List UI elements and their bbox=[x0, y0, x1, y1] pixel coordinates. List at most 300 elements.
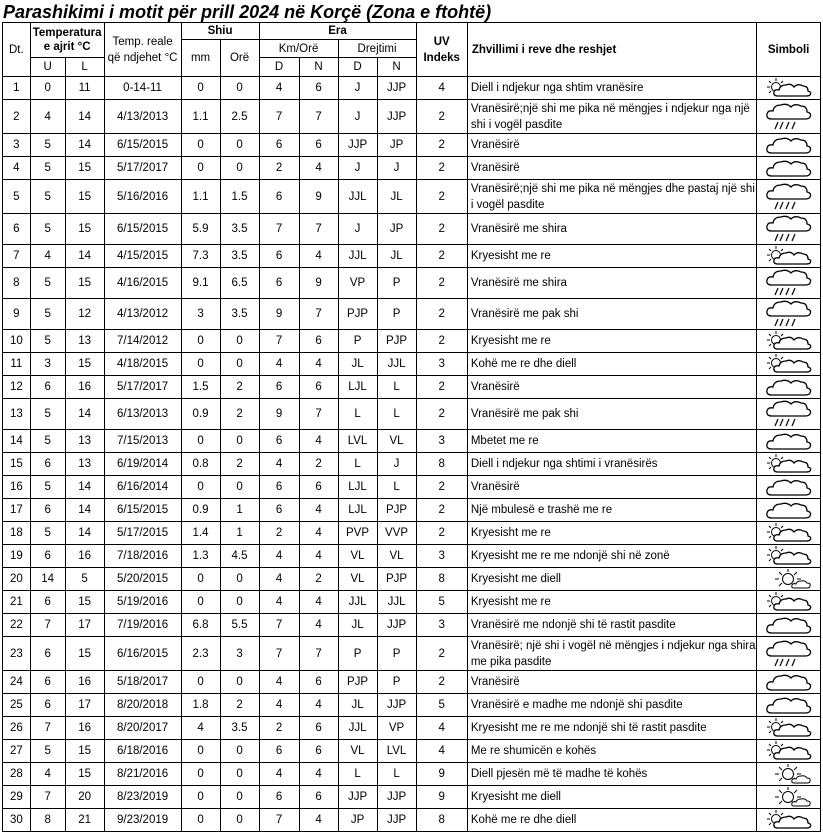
temp-l-cell: 15 bbox=[65, 637, 104, 671]
temp-real-cell: 8/21/2016 bbox=[104, 763, 181, 786]
temp-u-cell: 5 bbox=[30, 268, 65, 299]
description-cell: Vranësirë bbox=[467, 376, 756, 399]
wind-dir-day-cell: JJL bbox=[338, 180, 377, 214]
wind-dir-night-cell: L bbox=[377, 376, 416, 399]
wind-speed-night-cell: 7 bbox=[299, 214, 338, 245]
rain-mm-cell: 0 bbox=[181, 134, 220, 157]
uv-index-cell: 2 bbox=[416, 399, 467, 430]
wind-dir-day-cell: JP bbox=[338, 809, 377, 832]
wind-speed-night-cell: 9 bbox=[299, 180, 338, 214]
temp-real-cell: 5/18/2017 bbox=[104, 671, 181, 694]
cloud-icon bbox=[757, 376, 821, 399]
header-simboli: Simboli bbox=[757, 23, 821, 77]
cloud-icon bbox=[757, 157, 821, 180]
wind-dir-night-cell: L bbox=[377, 399, 416, 430]
wind-dir-day-cell: JJP bbox=[338, 134, 377, 157]
table-row bbox=[3, 591, 821, 614]
description-cell: Kohë me re dhe diell bbox=[467, 809, 756, 832]
table-body bbox=[3, 77, 821, 832]
uv-index-cell: 2 bbox=[416, 671, 467, 694]
sun-cloud-icon bbox=[757, 522, 821, 545]
header-km-n: N bbox=[299, 58, 338, 77]
temp-real-cell: 5/16/2016 bbox=[104, 180, 181, 214]
wind-speed-day-cell: 4 bbox=[259, 694, 299, 717]
wind-speed-night-cell: 6 bbox=[299, 717, 338, 740]
temp-l-cell: 16 bbox=[65, 376, 104, 399]
wind-speed-day-cell: 7 bbox=[259, 637, 299, 671]
temp-l-cell: 15 bbox=[65, 214, 104, 245]
wind-dir-night-cell: JJP bbox=[377, 809, 416, 832]
rain-mm-cell: 0 bbox=[181, 591, 220, 614]
wind-dir-night-cell: VL bbox=[377, 545, 416, 568]
rain-hours-cell: 0 bbox=[220, 157, 259, 180]
wind-speed-night-cell: 4 bbox=[299, 430, 338, 453]
wind-speed-day-cell: 6 bbox=[259, 740, 299, 763]
rain-mm-cell: 6.8 bbox=[181, 614, 220, 637]
wind-dir-day-cell: LJL bbox=[338, 476, 377, 499]
day-cell: 10 bbox=[3, 330, 31, 353]
wind-speed-night-cell: 4 bbox=[299, 763, 338, 786]
sun-cloud-icon bbox=[757, 545, 821, 568]
temp-u-cell: 6 bbox=[30, 671, 65, 694]
rain-mm-cell: 1.8 bbox=[181, 694, 220, 717]
wind-speed-night-cell: 6 bbox=[299, 330, 338, 353]
header-dt: Dt. bbox=[3, 23, 31, 77]
wind-speed-day-cell: 6 bbox=[259, 786, 299, 809]
rain-cloud-icon bbox=[757, 180, 821, 214]
wind-dir-day-cell: PVP bbox=[338, 522, 377, 545]
day-cell: 23 bbox=[3, 637, 31, 671]
temp-u-cell: 5 bbox=[30, 522, 65, 545]
day-cell: 26 bbox=[3, 717, 31, 740]
cloud-icon bbox=[757, 499, 821, 522]
uv-index-cell: 9 bbox=[416, 786, 467, 809]
wind-speed-night-cell: 4 bbox=[299, 522, 338, 545]
rain-mm-cell: 1.3 bbox=[181, 545, 220, 568]
cloud-icon bbox=[757, 430, 821, 453]
uv-index-cell: 4 bbox=[416, 740, 467, 763]
day-cell: 30 bbox=[3, 809, 31, 832]
day-cell: 15 bbox=[3, 453, 31, 476]
temp-l-cell: 14 bbox=[65, 499, 104, 522]
temp-l-cell: 15 bbox=[65, 353, 104, 376]
rain-mm-cell: 0 bbox=[181, 568, 220, 591]
wind-speed-night-cell: 4 bbox=[299, 809, 338, 832]
description-cell: Vranësirë; një shi i vogël në mëngjes i ndjekur nga shira me pika pasdite bbox=[467, 637, 756, 671]
temp-u-cell: 6 bbox=[30, 545, 65, 568]
wind-speed-night-cell: 6 bbox=[299, 134, 338, 157]
rain-hours-cell: 3.5 bbox=[220, 717, 259, 740]
temp-real-cell: 0-14-11 bbox=[104, 77, 181, 100]
header-dir-n: N bbox=[377, 58, 416, 77]
temp-real-cell: 5/17/2017 bbox=[104, 376, 181, 399]
temp-l-cell: 12 bbox=[65, 299, 104, 330]
temp-real-cell: 4/16/2015 bbox=[104, 268, 181, 299]
wind-speed-night-cell: 7 bbox=[299, 399, 338, 430]
wind-dir-night-cell: J bbox=[377, 157, 416, 180]
temp-l-cell: 20 bbox=[65, 786, 104, 809]
temp-u-cell: 6 bbox=[30, 499, 65, 522]
wind-speed-day-cell: 4 bbox=[259, 763, 299, 786]
rain-hours-cell: 0 bbox=[220, 591, 259, 614]
rain-cloud-icon bbox=[757, 399, 821, 430]
wind-speed-day-cell: 9 bbox=[259, 399, 299, 430]
rain-mm-cell: 1.1 bbox=[181, 100, 220, 134]
table-row bbox=[3, 499, 821, 522]
description-cell: Kryesisht me re bbox=[467, 591, 756, 614]
rain-mm-cell: 4 bbox=[181, 717, 220, 740]
wind-dir-day-cell: JL bbox=[338, 614, 377, 637]
header-temp-real: Temp. reale që ndjehet °C bbox=[104, 23, 181, 77]
description-cell: Kryesisht me re bbox=[467, 330, 756, 353]
temp-l-cell: 17 bbox=[65, 614, 104, 637]
day-cell: 14 bbox=[3, 430, 31, 453]
rain-cloud-icon bbox=[757, 100, 821, 134]
wind-dir-night-cell: JP bbox=[377, 214, 416, 245]
sun-cloud-icon bbox=[757, 717, 821, 740]
rain-mm-cell: 0 bbox=[181, 330, 220, 353]
description-cell: Diell i ndjekur nga shtim vranësire bbox=[467, 77, 756, 100]
header-temp-u: U bbox=[30, 58, 65, 77]
rain-hours-cell: 0 bbox=[220, 476, 259, 499]
wind-dir-day-cell: PJP bbox=[338, 299, 377, 330]
temp-l-cell: 16 bbox=[65, 545, 104, 568]
sun-icon bbox=[757, 568, 821, 591]
description-cell: Kryesisht me diell bbox=[467, 568, 756, 591]
uv-index-cell: 3 bbox=[416, 430, 467, 453]
wind-dir-night-cell: JJP bbox=[377, 614, 416, 637]
wind-dir-day-cell: J bbox=[338, 100, 377, 134]
header-dir-d: D bbox=[338, 58, 377, 77]
table-row bbox=[3, 100, 821, 134]
temp-real-cell: 6/15/2015 bbox=[104, 134, 181, 157]
rain-hours-cell: 0 bbox=[220, 671, 259, 694]
wind-speed-day-cell: 6 bbox=[259, 268, 299, 299]
table-row bbox=[3, 453, 821, 476]
description-cell: Vranësirë me ndonjë shi të rastit pasdite bbox=[467, 614, 756, 637]
uv-index-cell: 2 bbox=[416, 499, 467, 522]
day-cell: 19 bbox=[3, 545, 31, 568]
wind-dir-day-cell: L bbox=[338, 763, 377, 786]
temp-l-cell: 16 bbox=[65, 717, 104, 740]
temp-u-cell: 14 bbox=[30, 568, 65, 591]
table-row bbox=[3, 614, 821, 637]
day-cell: 21 bbox=[3, 591, 31, 614]
temp-u-cell: 4 bbox=[30, 245, 65, 268]
wind-speed-day-cell: 6 bbox=[259, 245, 299, 268]
description-cell: Vranësirë bbox=[467, 157, 756, 180]
rain-hours-cell: 2 bbox=[220, 376, 259, 399]
table-row bbox=[3, 694, 821, 717]
temp-real-cell: 6/15/2015 bbox=[104, 214, 181, 245]
description-cell: Kohë me re dhe diell bbox=[467, 353, 756, 376]
description-cell: Vranësirë me pak shi bbox=[467, 299, 756, 330]
table-row bbox=[3, 671, 821, 694]
cloud-icon bbox=[757, 614, 821, 637]
wind-speed-day-cell: 4 bbox=[259, 77, 299, 100]
wind-speed-day-cell: 7 bbox=[259, 214, 299, 245]
header-zhvillimi: Zhvillimi i reve dhe reshjet bbox=[467, 23, 756, 77]
table-row bbox=[3, 740, 821, 763]
temp-u-cell: 7 bbox=[30, 786, 65, 809]
description-cell: Vranësirë bbox=[467, 476, 756, 499]
wind-speed-day-cell: 7 bbox=[259, 614, 299, 637]
rain-mm-cell: 0 bbox=[181, 476, 220, 499]
rain-hours-cell: 0 bbox=[220, 134, 259, 157]
wind-speed-night-cell: 6 bbox=[299, 740, 338, 763]
wind-speed-day-cell: 6 bbox=[259, 180, 299, 214]
wind-dir-day-cell: J bbox=[338, 214, 377, 245]
day-cell: 28 bbox=[3, 763, 31, 786]
temp-real-cell: 8/20/2017 bbox=[104, 717, 181, 740]
day-cell: 2 bbox=[3, 100, 31, 134]
temp-real-cell: 8/20/2018 bbox=[104, 694, 181, 717]
temp-u-cell: 8 bbox=[30, 809, 65, 832]
day-cell: 12 bbox=[3, 376, 31, 399]
wind-dir-night-cell: VL bbox=[377, 430, 416, 453]
wind-dir-day-cell: PJP bbox=[338, 671, 377, 694]
wind-dir-day-cell: VL bbox=[338, 740, 377, 763]
uv-index-cell: 8 bbox=[416, 568, 467, 591]
sun-cloud-icon bbox=[757, 591, 821, 614]
wind-speed-night-cell: 4 bbox=[299, 545, 338, 568]
rain-hours-cell: 0 bbox=[220, 330, 259, 353]
rain-hours-cell: 0 bbox=[220, 568, 259, 591]
temp-real-cell: 7/15/2013 bbox=[104, 430, 181, 453]
rain-cloud-icon bbox=[757, 637, 821, 671]
header-ore: Orë bbox=[220, 40, 259, 77]
table-row bbox=[3, 522, 821, 545]
wind-speed-day-cell: 2 bbox=[259, 522, 299, 545]
temp-l-cell: 14 bbox=[65, 399, 104, 430]
table-row bbox=[3, 430, 821, 453]
description-cell: Me re shumicën e kohës bbox=[467, 740, 756, 763]
wind-speed-night-cell: 6 bbox=[299, 376, 338, 399]
temp-real-cell: 6/16/2015 bbox=[104, 637, 181, 671]
rain-hours-cell: 2 bbox=[220, 694, 259, 717]
temp-u-cell: 0 bbox=[30, 77, 65, 100]
day-cell: 22 bbox=[3, 614, 31, 637]
uv-index-cell: 2 bbox=[416, 245, 467, 268]
temp-l-cell: 13 bbox=[65, 453, 104, 476]
description-cell: Vranësirë e madhe me ndonjë shi pasdite bbox=[467, 694, 756, 717]
table-row bbox=[3, 214, 821, 245]
wind-speed-day-cell: 9 bbox=[259, 299, 299, 330]
uv-index-cell: 8 bbox=[416, 453, 467, 476]
cloud-icon bbox=[757, 694, 821, 717]
day-cell: 4 bbox=[3, 157, 31, 180]
wind-dir-day-cell: LVL bbox=[338, 430, 377, 453]
wind-dir-night-cell: JJP bbox=[377, 694, 416, 717]
temp-u-cell: 5 bbox=[30, 476, 65, 499]
table-row bbox=[3, 376, 821, 399]
temp-l-cell: 15 bbox=[65, 157, 104, 180]
temp-u-cell: 4 bbox=[30, 100, 65, 134]
header-kmore: Km/Orë bbox=[259, 40, 338, 58]
rain-hours-cell: 2 bbox=[220, 399, 259, 430]
wind-speed-night-cell: 6 bbox=[299, 476, 338, 499]
temp-l-cell: 5 bbox=[65, 568, 104, 591]
rain-hours-cell: 0 bbox=[220, 430, 259, 453]
wind-speed-night-cell: 4 bbox=[299, 694, 338, 717]
wind-dir-night-cell: JJL bbox=[377, 591, 416, 614]
wind-dir-day-cell: LJL bbox=[338, 376, 377, 399]
day-cell: 5 bbox=[3, 180, 31, 214]
rain-mm-cell: 9.1 bbox=[181, 268, 220, 299]
temp-u-cell: 5 bbox=[30, 134, 65, 157]
day-cell: 3 bbox=[3, 134, 31, 157]
rain-mm-cell: 0 bbox=[181, 740, 220, 763]
description-cell: Kryesisht me re me ndonjë shi të rastit pasdite bbox=[467, 717, 756, 740]
temp-u-cell: 5 bbox=[30, 299, 65, 330]
temp-real-cell: 4/18/2015 bbox=[104, 353, 181, 376]
wind-dir-night-cell: J bbox=[377, 453, 416, 476]
table-row bbox=[3, 763, 821, 786]
uv-index-cell: 2 bbox=[416, 299, 467, 330]
wind-speed-day-cell: 7 bbox=[259, 330, 299, 353]
sun-cloud-icon bbox=[757, 353, 821, 376]
rain-hours-cell: 3.5 bbox=[220, 245, 259, 268]
wind-dir-night-cell: L bbox=[377, 476, 416, 499]
uv-index-cell: 2 bbox=[416, 330, 467, 353]
wind-dir-day-cell: VP bbox=[338, 268, 377, 299]
table-row bbox=[3, 77, 821, 100]
temp-l-cell: 13 bbox=[65, 430, 104, 453]
temp-real-cell: 7/14/2012 bbox=[104, 330, 181, 353]
description-cell: Vranësirë;një shi me pika në mëngjes dhe pastaj një shi i vogël pasdite bbox=[467, 180, 756, 214]
table-row bbox=[3, 268, 821, 299]
wind-dir-day-cell: JL bbox=[338, 353, 377, 376]
table-row bbox=[3, 180, 821, 214]
wind-dir-day-cell: JL bbox=[338, 694, 377, 717]
temp-real-cell: 6/15/2015 bbox=[104, 499, 181, 522]
wind-dir-day-cell: J bbox=[338, 77, 377, 100]
description-cell: Vranësirë me pak shi bbox=[467, 399, 756, 430]
wind-speed-day-cell: 6 bbox=[259, 476, 299, 499]
temp-real-cell: 4/15/2015 bbox=[104, 245, 181, 268]
wind-speed-day-cell: 7 bbox=[259, 809, 299, 832]
table-row bbox=[3, 717, 821, 740]
uv-index-cell: 5 bbox=[416, 694, 467, 717]
wind-dir-night-cell: P bbox=[377, 268, 416, 299]
header-km-d: D bbox=[259, 58, 299, 77]
temp-u-cell: 5 bbox=[30, 157, 65, 180]
sun-cloud-icon bbox=[757, 809, 821, 832]
rain-hours-cell: 0 bbox=[220, 353, 259, 376]
description-cell: Kryesisht me re bbox=[467, 522, 756, 545]
rain-hours-cell: 2 bbox=[220, 453, 259, 476]
description-cell: Kryesisht me re me ndonjë shi në zonë bbox=[467, 545, 756, 568]
uv-index-cell: 2 bbox=[416, 100, 467, 134]
header-era: Era bbox=[259, 23, 416, 40]
day-cell: 11 bbox=[3, 353, 31, 376]
table-row bbox=[3, 476, 821, 499]
wind-dir-night-cell: LVL bbox=[377, 740, 416, 763]
wind-speed-night-cell: 2 bbox=[299, 453, 338, 476]
temp-real-cell: 6/19/2014 bbox=[104, 453, 181, 476]
wind-dir-night-cell: P bbox=[377, 299, 416, 330]
temp-l-cell: 14 bbox=[65, 134, 104, 157]
rain-mm-cell: 0 bbox=[181, 430, 220, 453]
header-temp-air: Temperatura e ajrit °C bbox=[30, 23, 104, 58]
wind-dir-night-cell: VVP bbox=[377, 522, 416, 545]
day-cell: 20 bbox=[3, 568, 31, 591]
rain-mm-cell: 0.9 bbox=[181, 399, 220, 430]
day-cell: 18 bbox=[3, 522, 31, 545]
temp-l-cell: 14 bbox=[65, 100, 104, 134]
header-drejtimi: Drejtimi bbox=[338, 40, 416, 58]
description-cell: Vranësirë me shira bbox=[467, 214, 756, 245]
wind-speed-day-cell: 7 bbox=[259, 100, 299, 134]
description-cell: Një mbulesë e trashë me re bbox=[467, 499, 756, 522]
rain-mm-cell: 0 bbox=[181, 786, 220, 809]
rain-mm-cell: 0.9 bbox=[181, 499, 220, 522]
uv-index-cell: 4 bbox=[416, 717, 467, 740]
day-cell: 9 bbox=[3, 299, 31, 330]
uv-index-cell: 3 bbox=[416, 614, 467, 637]
sun-cloud-icon bbox=[757, 453, 821, 476]
day-cell: 6 bbox=[3, 214, 31, 245]
wind-speed-day-cell: 4 bbox=[259, 671, 299, 694]
day-cell: 24 bbox=[3, 671, 31, 694]
rain-cloud-icon bbox=[757, 299, 821, 330]
wind-speed-night-cell: 6 bbox=[299, 671, 338, 694]
day-cell: 1 bbox=[3, 77, 31, 100]
sun-icon bbox=[757, 786, 821, 809]
wind-speed-night-cell: 4 bbox=[299, 245, 338, 268]
description-cell: Kryesisht me diell bbox=[467, 786, 756, 809]
temp-u-cell: 5 bbox=[30, 330, 65, 353]
temp-l-cell: 13 bbox=[65, 330, 104, 353]
wind-dir-night-cell: PJP bbox=[377, 330, 416, 353]
rain-hours-cell: 0 bbox=[220, 763, 259, 786]
rain-hours-cell: 2.5 bbox=[220, 100, 259, 134]
uv-index-cell: 2 bbox=[416, 637, 467, 671]
wind-speed-day-cell: 4 bbox=[259, 591, 299, 614]
day-cell: 7 bbox=[3, 245, 31, 268]
uv-index-cell: 5 bbox=[416, 591, 467, 614]
wind-dir-night-cell: JJP bbox=[377, 100, 416, 134]
wind-dir-day-cell: VL bbox=[338, 545, 377, 568]
wind-dir-day-cell: J bbox=[338, 157, 377, 180]
temp-l-cell: 15 bbox=[65, 763, 104, 786]
rain-hours-cell: 1 bbox=[220, 522, 259, 545]
wind-dir-night-cell: JL bbox=[377, 245, 416, 268]
wind-speed-night-cell: 7 bbox=[299, 637, 338, 671]
wind-dir-day-cell: P bbox=[338, 330, 377, 353]
wind-dir-night-cell: P bbox=[377, 637, 416, 671]
uv-index-cell: 3 bbox=[416, 353, 467, 376]
rain-hours-cell: 3.5 bbox=[220, 214, 259, 245]
wind-dir-day-cell: P bbox=[338, 637, 377, 671]
description-cell: Vranësirë me shira bbox=[467, 268, 756, 299]
table-row bbox=[3, 637, 821, 671]
wind-dir-day-cell: JJL bbox=[338, 591, 377, 614]
wind-speed-night-cell: 6 bbox=[299, 786, 338, 809]
day-cell: 29 bbox=[3, 786, 31, 809]
sun-cloud-icon bbox=[757, 77, 821, 100]
wind-speed-day-cell: 4 bbox=[259, 568, 299, 591]
rain-hours-cell: 0 bbox=[220, 740, 259, 763]
wind-dir-night-cell: L bbox=[377, 763, 416, 786]
wind-speed-night-cell: 7 bbox=[299, 299, 338, 330]
rain-mm-cell: 2.3 bbox=[181, 637, 220, 671]
wind-speed-night-cell: 9 bbox=[299, 268, 338, 299]
rain-hours-cell: 1.5 bbox=[220, 180, 259, 214]
table-row bbox=[3, 399, 821, 430]
table-row bbox=[3, 299, 821, 330]
temp-real-cell: 9/23/2019 bbox=[104, 809, 181, 832]
